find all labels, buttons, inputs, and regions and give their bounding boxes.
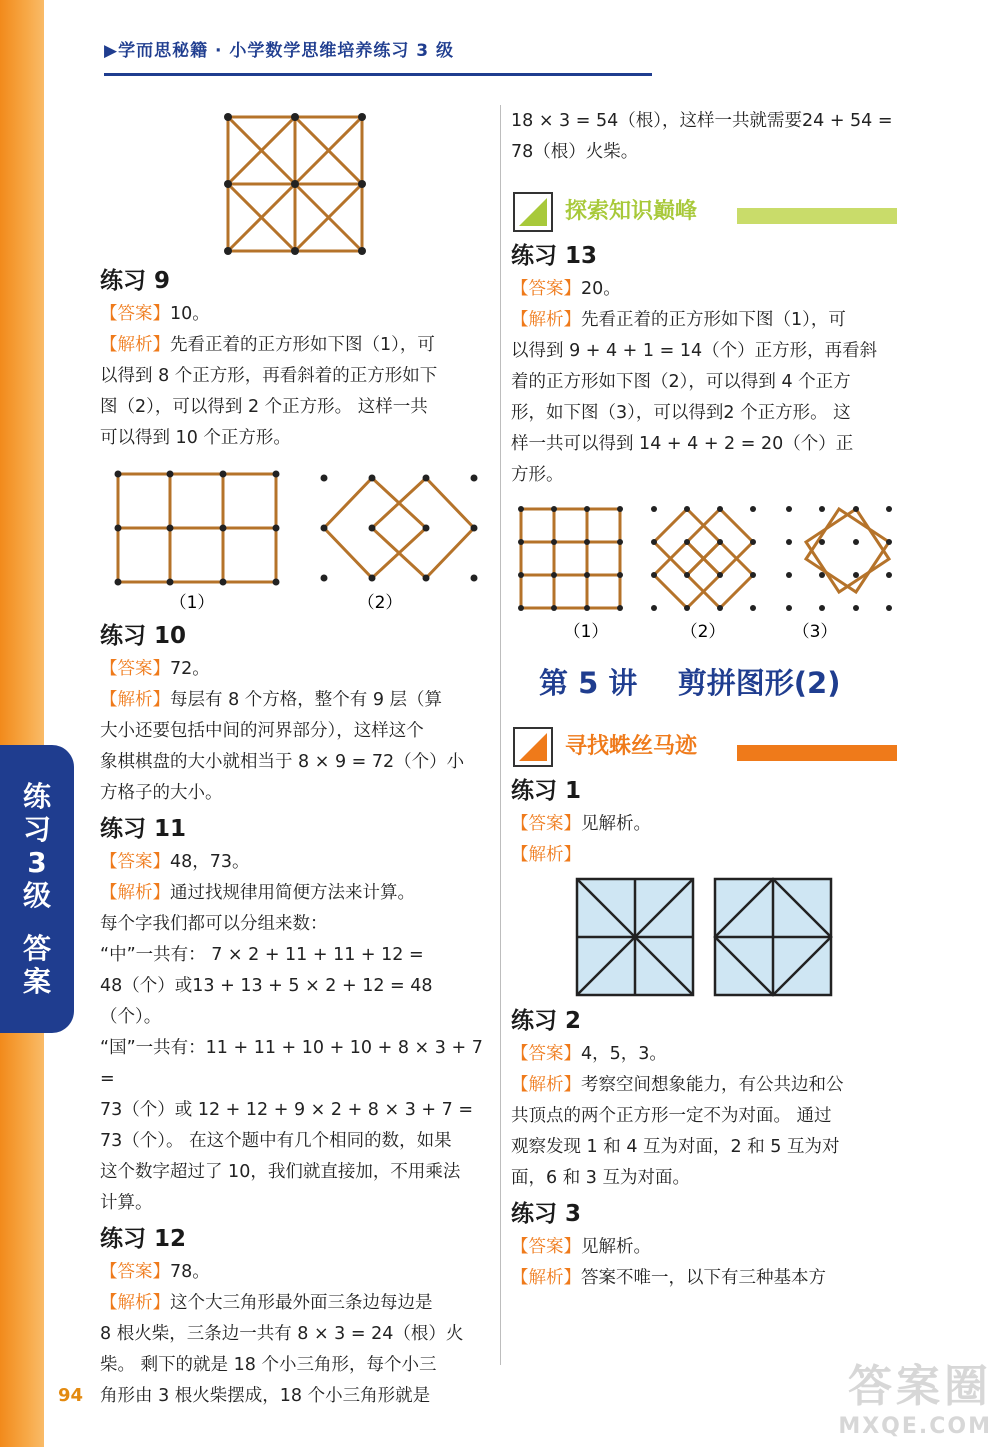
right-column [511, 106, 903, 1294]
watermark [838, 1350, 992, 1439]
left-column [100, 105, 492, 1412]
analysis-label: 【解析】 [100, 335, 170, 355]
text-line: 8 根火柴，三条边一共有 8 × 3 = 24（根）火 [100, 1324, 464, 1344]
text-line: 大小还要包括中间的河界部分），这样这个 [100, 721, 424, 741]
text-line: 角形由 3 根火柴摆成，18 个小三角形就是 [100, 1386, 431, 1406]
text-line: 可以得到 10 个正方形。 [100, 428, 291, 448]
text-line: 先看正着的正方形如下图（1），可 [581, 310, 846, 330]
text-line: 这个数字超过了 10，我们就直接加，不用乘法 [100, 1162, 461, 1182]
section-bar [737, 208, 897, 224]
p1-answer [511, 809, 903, 840]
answer-text: 见解析。 [581, 814, 651, 834]
text-line: 48（个）或13 + 13 + 5 × 2 + 12 = 48（个）。 [100, 976, 433, 1027]
ex11-analysis [100, 878, 492, 909]
text-line: 着的正方形如下图（2），可以得到 4 个正方 [511, 372, 851, 392]
side-tab-char: 答 [22, 932, 51, 965]
answer-text: 78。 [170, 1262, 210, 1282]
ex12-analysis [100, 1288, 492, 1319]
watermark-url: MXQE.COM [838, 1414, 992, 1439]
ex9-analysis [100, 330, 492, 361]
ex11-title: 练习 11 [100, 816, 187, 842]
ex12-answer [100, 1257, 492, 1288]
p2-title: 练习 2 [511, 1008, 582, 1034]
ex13-figures [511, 503, 903, 645]
analysis-label: 【解析】 [511, 1075, 581, 1095]
fig-caption: （3） [792, 622, 838, 642]
text-line: 面，6 和 3 互为对面。 [511, 1168, 690, 1188]
column-divider [500, 105, 501, 1365]
p2-answer [511, 1039, 903, 1070]
answer-text: 10。 [170, 304, 210, 324]
text-line: 图（2），可以得到 2 个正方形。 这样一共 [100, 397, 428, 417]
watermark-text: 答案圈 [848, 1361, 992, 1412]
section-triangle-icon [511, 725, 555, 769]
text-line: 这个大三角形最外面三条边每边是 [170, 1293, 433, 1313]
ex12-title: 练习 12 [100, 1226, 187, 1252]
answer-label: 【答案】 [100, 304, 170, 324]
p3-title: 练习 3 [511, 1201, 582, 1227]
ex10-analysis [100, 685, 492, 716]
section-triangle-icon [511, 190, 555, 234]
ex9-title: 练习 9 [100, 268, 171, 294]
answer-text: 72。 [170, 659, 210, 679]
text-line: 计算。 [100, 1193, 153, 1213]
text-line: 柴。 剩下的就是 18 个小三角形，每个小三 [100, 1355, 437, 1375]
answer-text: 48，73。 [170, 852, 250, 872]
answer-label: 【答案】 [511, 1237, 581, 1257]
header-rule [104, 73, 652, 76]
answer-text: 20。 [581, 279, 621, 299]
side-tab-char: 练 [22, 780, 51, 813]
ex10-answer [100, 654, 492, 685]
fig-caption: （1） [169, 593, 215, 613]
text-line: 象棋棋盘的大小就相当于 8 × 9 = 72（个）小 [100, 752, 465, 772]
text-line: 方格子的大小。 [100, 783, 223, 803]
answer-label: 【答案】 [100, 659, 170, 679]
text-line: 先看正着的正方形如下图（1），可 [170, 335, 435, 355]
section-title: 探索知识巅峰 [565, 199, 698, 224]
running-header: ▶学而思秘籍 · 小学数学思维培养练习 3 级 [104, 41, 455, 61]
answer-label: 【答案】 [100, 1262, 170, 1282]
analysis-label: 【解析】 [100, 690, 170, 710]
text-line: “国”一共有：11 + 11 + 10 + 10 + 8 × 3 + 7 = [100, 1038, 483, 1089]
ex9-figures [100, 466, 492, 616]
text-line: 73（个）或 12 + 12 + 9 × 2 + 8 × 3 + 7 = [100, 1100, 473, 1120]
fig-caption: （2） [357, 593, 403, 613]
text-line: 方形。 [511, 465, 564, 485]
text-line: 78（根）火柴。 [511, 142, 639, 162]
ex13-answer [511, 274, 903, 305]
text-line: 以得到 8 个正方形，再看斜着的正方形如下 [100, 366, 438, 386]
section-title: 寻找蛛丝马迹 [565, 734, 698, 759]
answer-label: 【答案】 [511, 1044, 581, 1064]
analysis-label: 【解析】 [511, 845, 581, 865]
answer-text: 见解析。 [581, 1237, 651, 1257]
text-line: 答案不唯一，以下有三种基本方 [581, 1268, 826, 1288]
side-tab-char: 习 [22, 813, 51, 846]
section-bar [737, 745, 897, 761]
p3-analysis [511, 1263, 903, 1294]
ex10-title: 练习 10 [100, 623, 187, 649]
p1-title: 练习 1 [511, 778, 582, 804]
text-line: 样一共可以得到 14 + 4 + 2 = 20（个）正 [511, 434, 854, 454]
answer-text: 4，5，3。 [581, 1044, 667, 1064]
side-tab [0, 745, 74, 1033]
p3-answer [511, 1232, 903, 1263]
fig-caption: （2） [680, 622, 726, 642]
ex11-answer [100, 847, 492, 878]
ex13-analysis [511, 305, 903, 336]
orange-side-strip [0, 0, 47, 1447]
lecture-title: 第 5 讲 剪拼图形(2) [539, 666, 841, 700]
page-number: 94 [58, 1385, 84, 1406]
text-line: 考察空间想象能力，有公共边和公 [581, 1075, 844, 1095]
text-line: 形，如下图（3），可以得到2 个正方形。 这 [511, 403, 851, 423]
side-tab-char: 3 [27, 846, 47, 879]
analysis-label: 【解析】 [511, 1268, 581, 1288]
section-header-explore [511, 190, 903, 236]
answer-label: 【答案】 [511, 814, 581, 834]
analysis-label: 【解析】 [100, 1293, 170, 1313]
section-header-clues [511, 725, 903, 771]
analysis-label: 【解析】 [511, 310, 581, 330]
fig-caption: （1） [563, 622, 609, 642]
text-line: 每个字我们都可以分组来数： [100, 914, 328, 934]
text-line: 73（个）。 在这个题中有几个相同的数，如果 [100, 1131, 452, 1151]
p1-figures [511, 873, 903, 1001]
ex8-figure [100, 105, 492, 263]
side-tab-char: 级 [22, 879, 51, 912]
text-line: 共顶点的两个正方形一定不为对面。 通过 [511, 1106, 832, 1126]
p1-analysis [511, 840, 903, 871]
text-line: 观察发现 1 和 4 互为对面，2 和 5 互为对 [511, 1137, 840, 1157]
ex13-title: 练习 13 [511, 243, 598, 269]
side-tab-char: 案 [22, 965, 51, 998]
text-line: “中”一共有： 7 × 2 + 11 + 11 + 12 = [100, 945, 424, 965]
answer-label: 【答案】 [511, 279, 581, 299]
answer-label: 【答案】 [100, 852, 170, 872]
text-line: 每层有 8 个方格，整个有 9 层（算 [170, 690, 443, 710]
analysis-label: 【解析】 [100, 883, 170, 903]
ex9-answer [100, 299, 492, 330]
text-line: 18 × 3 = 54（根），这样一共就需要24 + 54 = [511, 111, 893, 131]
text-line: 以得到 9 + 4 + 1 = 14（个）正方形，再看斜 [511, 341, 878, 361]
text-line: 通过找规律用简便方法来计算。 [170, 883, 415, 903]
p2-analysis [511, 1070, 903, 1101]
